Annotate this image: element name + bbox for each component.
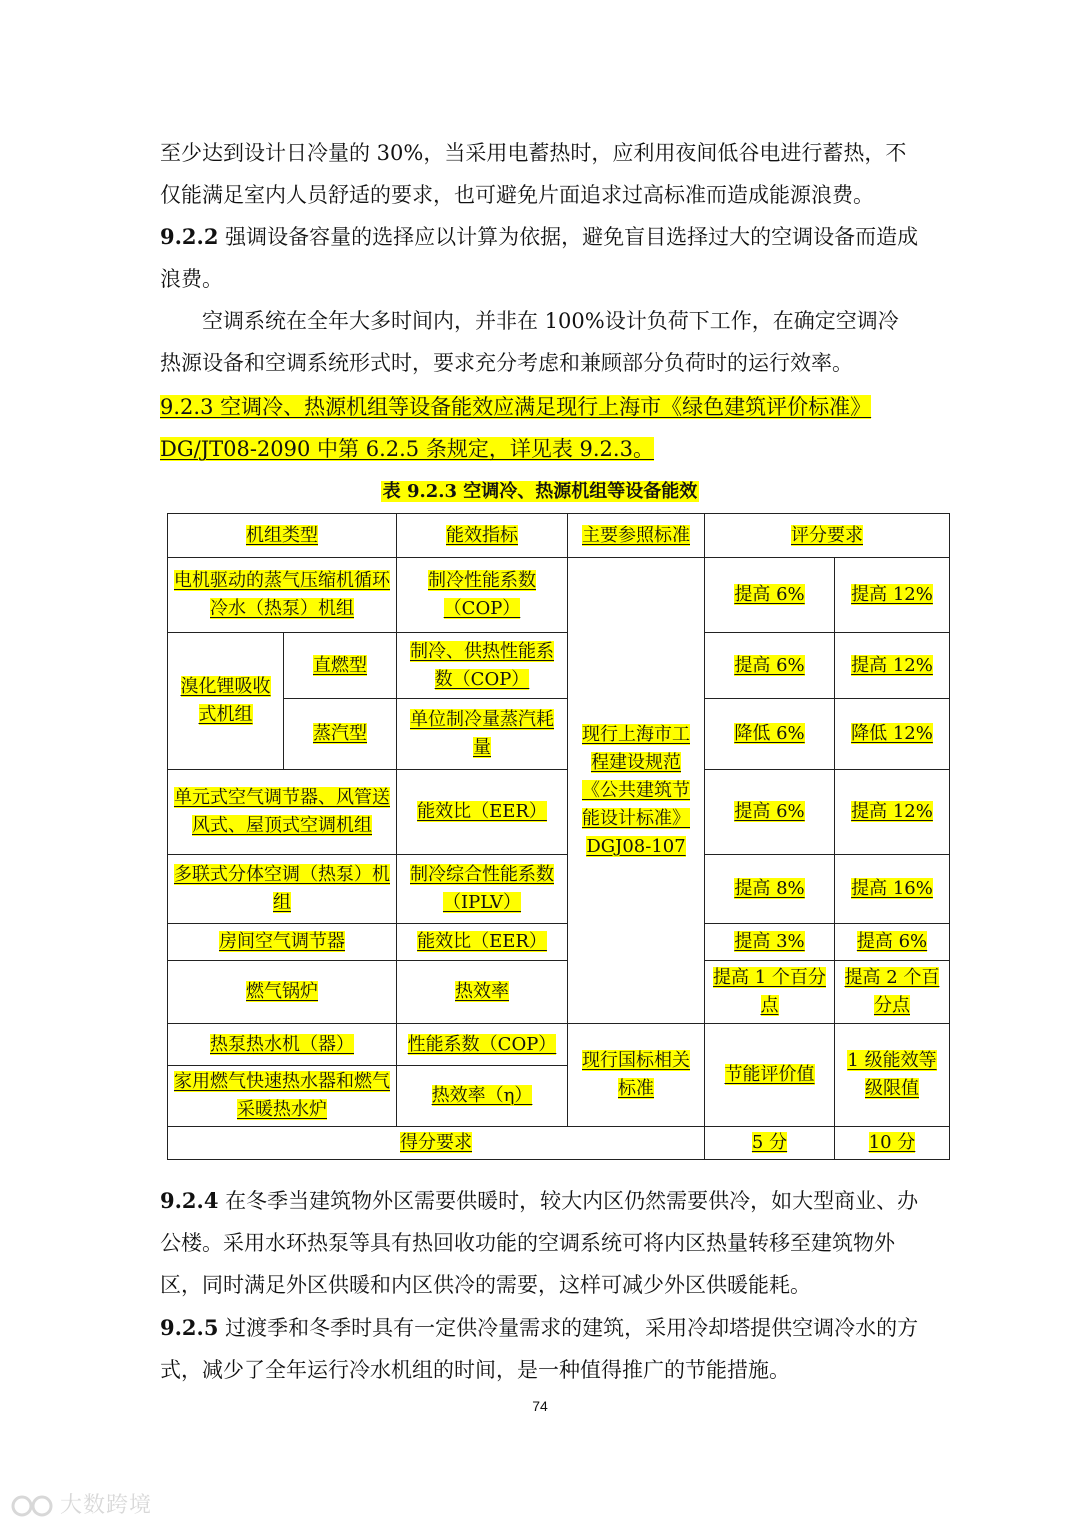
table-cell: 家用燃气快速热水器和燃气采暖热水炉 <box>168 1066 397 1127</box>
section-9-2-5 <box>160 1313 918 1343</box>
header-cell: 评分要求 <box>705 514 950 558</box>
table-caption: 表 9.2.3 空调冷、热源机组等设备能效 <box>382 481 698 502</box>
table-cell: 提高 6% <box>705 558 835 633</box>
watermark-logo-icon <box>10 1493 56 1519</box>
table-cell: 提高 8% <box>705 855 835 924</box>
paragraph-line: 区，同时满足外区供暖和内区供冷的需要，这样可减少外区供暖能耗。 <box>160 1273 811 1297</box>
section-9-2-3-line1 <box>160 392 871 422</box>
page-number: 74 <box>532 1398 548 1414</box>
table-cell: 蒸汽型 <box>284 699 397 770</box>
watermark-text: 大数跨境 <box>60 1493 153 1518</box>
table-cell: 提高 12% <box>835 558 950 633</box>
table-cell: 房间空气调节器 <box>168 924 397 961</box>
table-cell: 提高 2 个百分点 <box>835 961 950 1024</box>
table-header-row <box>168 514 950 558</box>
efficiency-table <box>167 513 950 1160</box>
section-9-2-3-line2 <box>160 434 654 464</box>
table-row <box>168 855 950 924</box>
section-number: 9.2.2 <box>160 224 219 249</box>
table-cell: 节能评价值 <box>705 1024 835 1127</box>
table-cell: 多联式分体空调（热泵）机组 <box>168 855 397 924</box>
table-cell: 1 级能效等级限值 <box>835 1024 950 1127</box>
table-cell: 热效率 <box>397 961 568 1024</box>
paragraph-line: 浪费。 <box>160 267 223 291</box>
table-row <box>168 558 950 633</box>
section-text: 强调设备容量的选择应以计算为依据，避免盲目选择过大的空调设备而造成 <box>218 225 919 249</box>
header-cell: 机组类型 <box>168 514 397 558</box>
table-cell: 现行国标相关标准 <box>568 1024 705 1127</box>
header-cell: 主要参照标准 <box>568 514 705 558</box>
table-cell: 直燃型 <box>284 633 397 699</box>
table-cell: 热效率（η） <box>397 1066 568 1127</box>
section-text: 在冬季当建筑物外区需要供暖时，较大内区仍然需要供冷，如大型商业、办 <box>218 1189 919 1213</box>
table-cell: 单元式空气调节器、风管送风式、屋顶式空调机组 <box>168 770 397 855</box>
table-cell: 提高 12% <box>835 633 950 699</box>
table-row <box>168 633 950 699</box>
paragraph-line: 空调系统在全年大多时间内，并非在 100%设计负荷下工作，在确定空调冷 <box>202 309 899 333</box>
table-cell: 提高 6% <box>705 633 835 699</box>
paragraph-line: 热源设备和空调系统形式时，要求充分考虑和兼顾部分负荷时的运行效率。 <box>160 351 853 375</box>
table-cell: 提高 6% <box>705 770 835 855</box>
watermark <box>10 1488 152 1519</box>
table-cell: 热泵热水机（器） <box>168 1024 397 1066</box>
highlighted-text: DG/JT08-2090 中第 6.2.5 条规定，详见表 9.2.3。 <box>160 437 654 461</box>
table-cell: 5 分 <box>705 1127 835 1160</box>
table-cell: 提高 6% <box>835 924 950 961</box>
table-cell: 提高 12% <box>835 770 950 855</box>
table-cell: 提高 16% <box>835 855 950 924</box>
table-cell: 10 分 <box>835 1127 950 1160</box>
table-cell: 燃气锅炉 <box>168 961 397 1024</box>
table-cell: 能效比（EER） <box>397 924 568 961</box>
section-text: 过渡季和冬季时具有一定供冷量需求的建筑，采用冷却塔提供空调冷水的方 <box>218 1316 919 1340</box>
paragraph-line: 公楼。采用水环热泵等具有热回收功能的空调系统可将内区热量转移至建筑物外 <box>160 1231 895 1255</box>
table-row <box>168 924 950 961</box>
table-cell: 单位制冷量蒸汽耗量 <box>397 699 568 770</box>
table-cell: 现行上海市工程建设规范《公共建筑节 能设计标准》 DGJ08-107 <box>568 558 705 1024</box>
table-cell: 性能系数（COP） <box>397 1024 568 1066</box>
paragraph-line: 式，减少了全年运行冷水机组的时间，是一种值得推广的节能措施。 <box>160 1358 790 1382</box>
table-cell: 电机驱动的蒸气压缩机循环冷水（热泵）机组 <box>168 558 397 633</box>
table-row <box>168 1024 950 1066</box>
table-cell: 制冷、供热性能系数（COP） <box>397 633 568 699</box>
table-cell: 溴化锂吸收式机组 <box>168 633 284 770</box>
section-number: 9.2.4 <box>160 1188 219 1213</box>
table-cell: 能效比（EER） <box>397 770 568 855</box>
section-9-2-2 <box>160 222 918 252</box>
table-cell: 制冷综合性能系数（IPLV） <box>397 855 568 924</box>
table-row <box>168 770 950 855</box>
header-cell: 能效指标 <box>397 514 568 558</box>
table-row <box>168 961 950 1024</box>
table-total-row <box>168 1127 950 1160</box>
section-number: 9.2.5 <box>160 1315 219 1340</box>
paragraph-line: 仅能满足室内人员舒适的要求，也可避免片面追求过高标准而造成能源浪费。 <box>160 183 874 207</box>
table-row <box>168 699 950 770</box>
section-9-2-4 <box>160 1186 918 1216</box>
highlighted-text: 9.2.3 空调冷、热源机组等设备能效应满足现行上海市《绿色建筑评价标准》 <box>160 395 872 419</box>
table-cell: 提高 1 个百分点 <box>705 961 835 1024</box>
table-cell: 提高 3% <box>705 924 835 961</box>
paragraph-line: 至少达到设计日冷量的 30%，当采用电蓄热时，应利用夜间低谷电进行蓄热，不 <box>160 141 907 165</box>
table-cell: 降低 12% <box>835 699 950 770</box>
table-cell: 制冷性能系数（COP） <box>397 558 568 633</box>
table-cell: 降低 6% <box>705 699 835 770</box>
table-cell: 得分要求 <box>168 1127 705 1160</box>
